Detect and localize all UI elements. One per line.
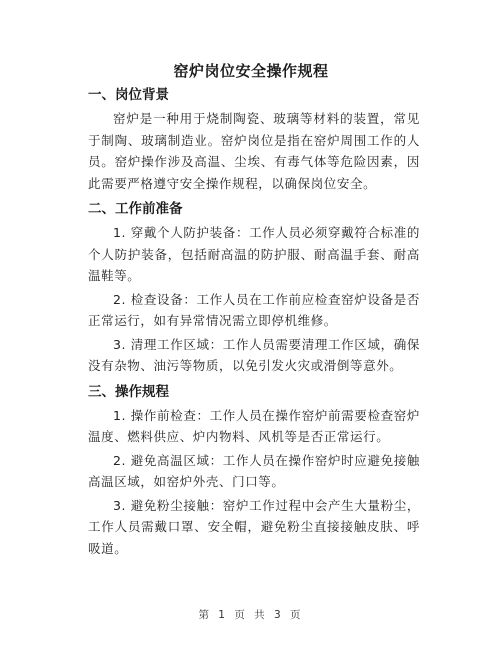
section-preparation <box>88 198 420 377</box>
section-heading: 二、工作前准备 <box>88 201 183 217</box>
document-title: 窑炉岗位安全操作规程 <box>173 62 329 80</box>
section-background <box>88 84 420 194</box>
paragraph: 2. 避免高温区域：工作人员在操作窑炉时应避免接触高温区域，如窑炉外壳、门口等。 <box>88 452 420 489</box>
paragraph: 窑炉是一种用于烧制陶瓷、玻璃等材料的装置，常见于制陶、玻璃制造业。窑炉岗位是指在窑炉周围工作的人员。窑炉操作涉及高温、尘埃、有毒气体等危险因素，因此需要严格遵守安全操作规程，以确保岗位安全。 <box>88 111 420 191</box>
paragraph: 1. 操作前检查：工作人员在操作窑炉前需要检查窑炉温度、燃料供应、炉内物料、风机等是否正常运行。 <box>88 407 420 444</box>
paragraph: 2. 检查设备：工作人员在工作前应检查窑炉设备是否正常运行，如有异常情况需立即停机维修。 <box>88 291 420 328</box>
section-procedures <box>88 381 420 560</box>
section-heading: 一、岗位背景 <box>88 87 169 103</box>
document-body <box>88 82 420 559</box>
page-number-footer: 第 1 页 共 3 页 <box>198 609 304 621</box>
paragraph: 1. 穿戴个人防护装备：工作人员必须穿戴符合标准的个人防护装备，包括耐高温的防护服、耐高温手套、耐高温鞋等。 <box>88 225 420 283</box>
paragraph: 3. 避免粉尘接触：窑炉工作过程中会产生大量粉尘，工作人员需戴口罩、安全帽，避免粉尘直接接触皮肤、呼吸道。 <box>88 497 420 556</box>
paragraph: 3. 清理工作区域：工作人员需要清理工作区域，确保没有杂物、油污等物质，以免引发火灾或滑倒等意外。 <box>88 336 420 373</box>
section-heading: 三、操作规程 <box>88 383 169 400</box>
